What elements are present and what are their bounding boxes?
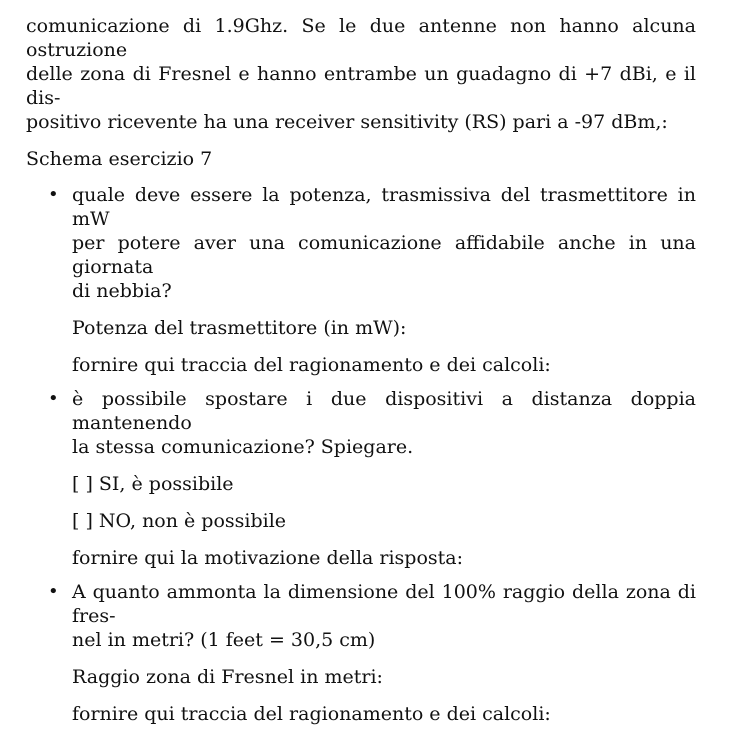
bullet-icon: • xyxy=(48,388,59,409)
question-line: A quanto ammonta la dimensione del 100% raggio della zona di fres- xyxy=(72,581,696,627)
question-item-1 xyxy=(26,183,696,377)
option-no-checkbox[interactable]: [ ] NO, non è possibile xyxy=(72,510,287,532)
question-text xyxy=(72,387,696,459)
answer-label-fresnel-radius: Raggio zona di Fresnel in metri: xyxy=(72,666,383,688)
question-line: nel in metri? (1 feet = 30,5 cm) xyxy=(72,629,376,651)
bullet-icon: • xyxy=(48,581,59,602)
answer-prompt-reasoning: fornire qui traccia del ragionamento e dei calcoli: xyxy=(72,354,551,376)
question-item-3 xyxy=(26,580,696,726)
option-yes-checkbox[interactable]: [ ] SI, è possibile xyxy=(72,473,234,495)
schema-title: Schema esercizio 7 xyxy=(26,148,213,170)
question-line: la stessa comunicazione? Spiegare. xyxy=(72,436,414,458)
question-line: è possibile spostare i due dispositivi a distanza doppia mantenendo xyxy=(72,388,696,434)
question-item-2 xyxy=(26,387,696,570)
intro-paragraph xyxy=(26,14,696,134)
question-text xyxy=(72,183,696,303)
intro-line: positivo ricevente ha una receiver sensitivity (RS) pari a -97 dBm,: xyxy=(26,111,668,133)
document-page xyxy=(26,14,696,736)
question-line: quale deve essere la potenza, trasmissiva del trasmettitore in mW xyxy=(72,184,696,230)
intro-line: comunicazione di 1.9Ghz. Se le due antenne non hanno alcuna ostruzione xyxy=(26,15,696,61)
question-list xyxy=(26,183,696,726)
answer-prompt-motivation: fornire qui la motivazione della risposta: xyxy=(72,547,464,569)
intro-line: delle zona di Fresnel e hanno entrambe un guadagno di +7 dBi, e il dis- xyxy=(26,63,696,109)
answer-prompt-reasoning: fornire qui traccia del ragionamento e dei calcoli: xyxy=(72,703,551,725)
answer-label-power: Potenza del trasmettitore (in mW): xyxy=(72,317,407,339)
question-text xyxy=(72,580,696,652)
bullet-icon: • xyxy=(48,184,59,205)
question-line: per potere aver una comunicazione affidabile anche in una giornata xyxy=(72,232,696,278)
question-line: di nebbia? xyxy=(72,280,172,302)
